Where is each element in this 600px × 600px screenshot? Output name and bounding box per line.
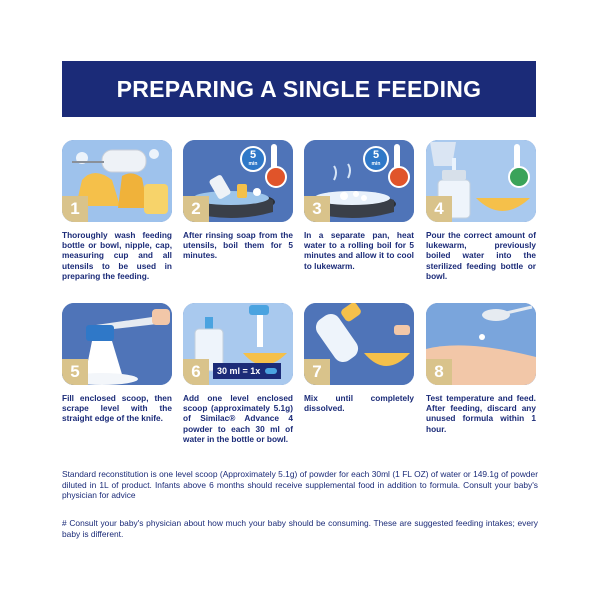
timer-unit: min: [371, 161, 381, 167]
thermometer-bulb: [508, 166, 530, 188]
step-7: [304, 303, 414, 413]
step-3-text: In a separate pan, heat water to a rolling boil for 5 minutes and allow it to cool to lukewarm.: [304, 230, 414, 271]
step-2-number: 2: [183, 196, 209, 222]
step-6-illustration: [183, 303, 293, 385]
step-5: [62, 303, 172, 424]
step-5-illustration: [62, 303, 172, 385]
step-3-illustration: [304, 140, 414, 222]
timer-icon: [240, 146, 266, 172]
step-4-illustration: [426, 140, 536, 222]
step-5-text: Fill enclosed scoop, then scrape level with the straight edge of the knife.: [62, 393, 172, 424]
step-8-illustration: [426, 303, 536, 385]
step-3-number: 3: [304, 196, 330, 222]
step-7-text: Mix until completely dissolved.: [304, 393, 414, 414]
thermometer-bulb: [265, 166, 287, 188]
consult-note: # Consult your baby's physician about how much your baby should be consuming. These are suggested feeding intakes; every baby is different.: [62, 518, 538, 539]
timer-value: 5: [372, 149, 380, 161]
step-7-number: 7: [304, 359, 330, 385]
timer-unit: min: [248, 161, 258, 167]
timer-icon: [363, 146, 389, 172]
title-banner: [62, 61, 536, 117]
step-6-number: 6: [183, 359, 209, 385]
ratio-label: [213, 363, 281, 379]
step-1: [62, 140, 172, 281]
step-1-text: Thoroughly wash feeding bottle or bowl, nipple, cap, measuring cup and all utensils to be used in preparing the feeding.: [62, 230, 172, 281]
step-6-text: Add one level enclosed scoop (approximately 5.1g) of Similac® Advance 4 powder to each 30 ml of water in the bottle or bowl.: [183, 393, 293, 444]
step-1-illustration: [62, 140, 172, 222]
step-4-number: 4: [426, 196, 452, 222]
thermometer-bulb: [388, 166, 410, 188]
step-6: [183, 303, 293, 444]
step-2-text: After rinsing soap from the utensils, boil them for 5 minutes.: [183, 230, 293, 261]
timer-value: 5: [249, 149, 257, 161]
step-7-illustration: [304, 303, 414, 385]
step-4-text: Pour the correct amount of lukewarm, previously boiled water into the sterilized feeding bottle or bowl.: [426, 230, 536, 281]
step-1-number: 1: [62, 196, 88, 222]
step-4: [426, 140, 536, 281]
scoop-icon: [265, 368, 277, 374]
step-8-number: 8: [426, 359, 452, 385]
step-2-illustration: [183, 140, 293, 222]
step-2: [183, 140, 293, 261]
page-title: PREPARING A SINGLE FEEDING: [116, 75, 482, 102]
ratio-text: 30 ml = 1x: [217, 366, 261, 376]
step-8-text: Test temperature and feed. After feeding, discard any unused formula within 1 hour.: [426, 393, 536, 434]
step-5-number: 5: [62, 359, 88, 385]
standard-note: Standard reconstitution is one level scoop (Approximately 5.1g) of powder for each 30ml (1 FL OZ) of water or 149.1g of powder diluted in 1L of product. Infants above 6 months should receive supplemental food in addition to formula. Consult your baby's physician for advice: [62, 469, 538, 501]
step-8: [426, 303, 536, 434]
step-3: [304, 140, 414, 271]
